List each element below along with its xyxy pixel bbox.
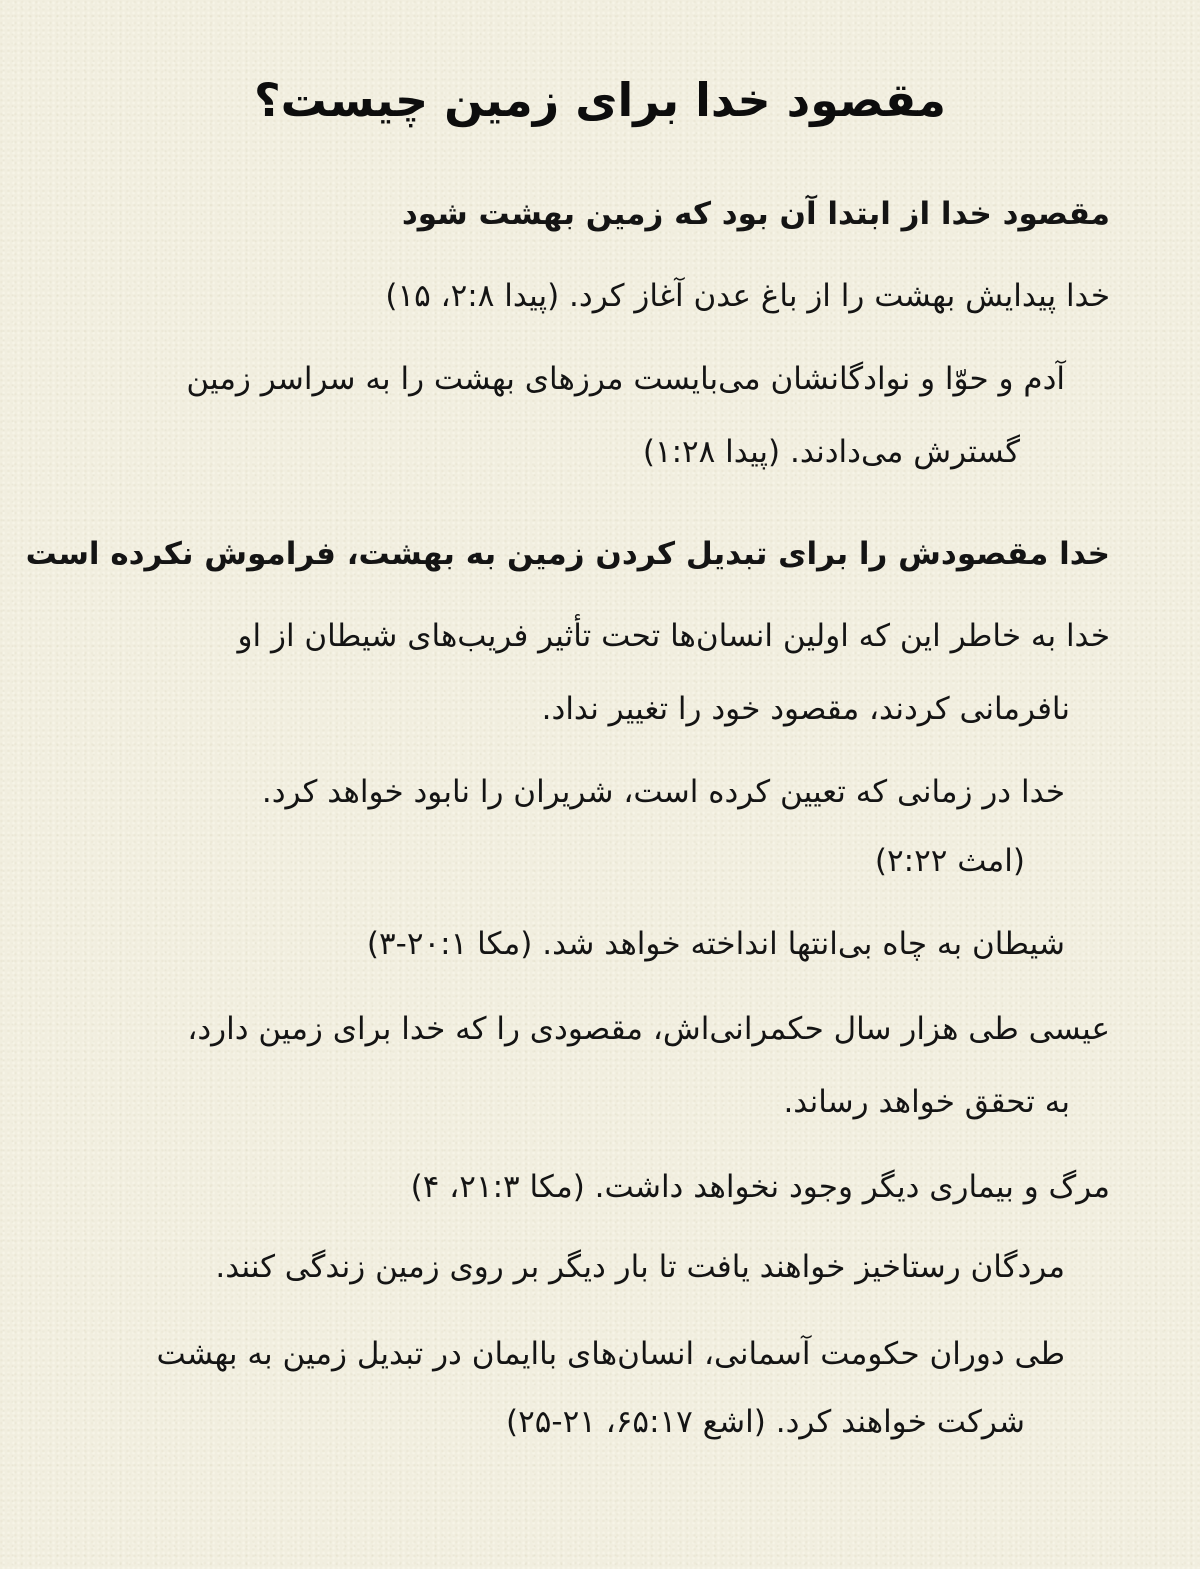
section-heading: مقصود خدا از ابتدا آن بود که زمین بهشت شود [401,196,1110,232]
list-item-continuation: به تحقق خواهد رساند. [783,1084,1070,1120]
list-item: خدا در زمانی که تعیین کرده است، شریران را نابود خواهد کرد. [261,774,1065,810]
list-item: طی دوران حکومت آسمانی، انسان‌های باایمان در تبدیل زمین به بهشت [156,1336,1065,1372]
list-item: عیسی طی هزار سال حکمرانی‌اش، مقصودی را که خدا برای زمین دارد، [187,1011,1110,1047]
list-item-continuation: (امث ۲:۲۲) [874,843,1025,879]
list-item: شیطان به چاه بی‌انتها انداخته خواهد شد. (مکا ۲۰:۱-۳) [366,926,1065,962]
list-item: خدا به خاطر این که اولین انسان‌ها تحت تأثیر فریب‌های شیطان از او [237,618,1110,654]
list-item: خدا پیدایش بهشت را از باغ عدن آغاز کرد. (پیدا ۲:۸، ۱۵) [385,278,1110,314]
list-item: مردگان رستاخیز خواهند یافت تا بار دیگر بر روی زمین زندگی کنند. [215,1249,1065,1285]
list-item-continuation: نافرمانی کردند، مقصود خود را تغییر نداد. [541,691,1070,727]
list-item-continuation: گسترش می‌دادند. (پیدا ۱:۲۸) [642,434,1020,470]
list-item: مرگ و بیماری دیگر وجود نخواهد داشت. (مکا ۲۱:۳، ۴) [410,1169,1110,1205]
list-item: آدم و حوّا و نوادگانشان می‌بایست مرزهای بهشت را به سراسر زمین [186,361,1065,397]
section-heading: خدا مقصودش را برای تبدیل کردن زمین به بهشت، فراموش نکرده است [25,536,1110,572]
list-item-continuation: شرکت خواهند کرد. (اشع ۶۵:۱۷، ۲۱-۲۵) [506,1404,1025,1440]
page-title: مقصود خدا برای زمین چیست؟ [254,73,946,127]
